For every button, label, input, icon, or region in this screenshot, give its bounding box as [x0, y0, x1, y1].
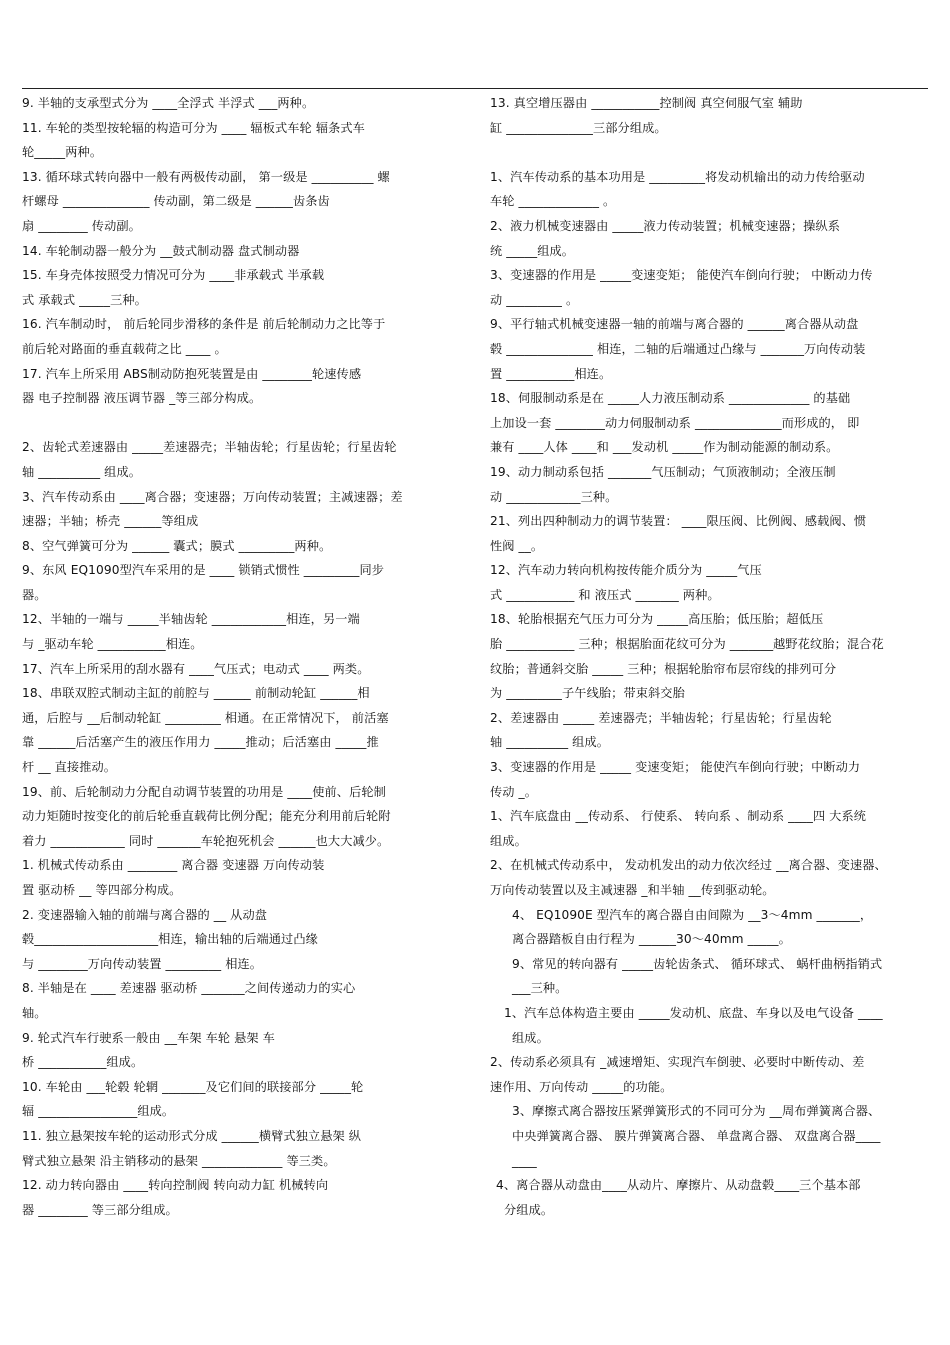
- text-line: 器 电子控制器 液压调节器 _等三部分构成。: [22, 391, 262, 406]
- text-line: 轮_____两种。: [22, 145, 103, 160]
- text-line: 1、汽车总体构造主要由 _____发动机、底盘、车身以及电气设备 ____: [504, 1005, 883, 1020]
- text-line: 12. 动力转向器由 ____转向控制阀 转向动力缸 机械转向: [22, 1178, 329, 1193]
- text-line: 9、东风 EQ1090型汽车采用的是 ____ 锁销式惯性 _________同步: [22, 563, 385, 578]
- text-line: 18、串联双腔式制动主缸的前腔与 ______ 前制动轮缸 ______相: [22, 686, 370, 701]
- text-line: 式 承载式 _____三种。: [22, 292, 147, 307]
- text-line: 前后轮对路面的垂直载荷之比 ____ 。: [22, 341, 227, 356]
- text-line: 10. 车轮由 ___轮毂 轮辋 _______及它们间的联接部分 _____轮: [22, 1079, 364, 1094]
- blank-line: [490, 140, 922, 165]
- text-line: 8. 半轴是在 ____ 差速器 驱动桥 _______之间传递动力的实心: [22, 981, 356, 996]
- text-line: 8、空气弹簧可分为 ______ 囊式；膜式 _________两种。: [22, 538, 332, 553]
- text-line: 3、变速器的作用是 _____变速变矩； 能使汽车倒向行驶； 中断动力传: [490, 268, 873, 283]
- text-line: 中央弹簧离合器、 膜片弹簧离合器、 单盘离合器、 双盘离合器____: [512, 1128, 881, 1143]
- text-line: 万向传动装置以及主减速器 _和半轴 __传到驱动轮。: [490, 883, 775, 897]
- text-line: 1、汽车底盘由 __传动系、 行使系、 转向系 、制动系 ____四 大系统: [490, 809, 867, 824]
- text-line: 胎 ___________ 三种；根据胎面花纹可分为 _______越野花纹胎；混合花: [490, 637, 884, 652]
- text-line: 动力矩随时按变化的前后轮垂直载荷比例分配；能充分利用前后轮附: [22, 809, 391, 824]
- text-line: 19、前、后轮制动力分配自动调节装置的功用是 ____使前、后轮制: [22, 784, 386, 799]
- text-line: 轴 __________ 组成。: [22, 464, 142, 479]
- text-line: 9、常见的转向器有 _____齿轮齿条式、 循环球式、 蜗杆曲柄指销式: [512, 956, 883, 971]
- text-line: 11. 独立悬架按车轮的运动形式分成 ______横臂式独立悬架 纵: [22, 1128, 362, 1143]
- text-line: 轴 __________ 组成。: [490, 735, 610, 750]
- text-line: 4、离合器从动盘由____从动片、摩擦片、从动盘毂____三个基本部: [496, 1178, 861, 1193]
- text-line: ___三种。: [512, 981, 568, 996]
- text-line: 1、汽车传动系的基本功用是 _________将发动机输出的动力传给驱动: [490, 169, 865, 184]
- text-line: 12、汽车动力转向机构按传能介质分为 _____气压: [490, 563, 762, 578]
- text-line: 辐 ________________组成。: [22, 1104, 175, 1119]
- text-line: 毂 ______________ 相连，二轴的后端通过凸缘与 _______万向传动装: [490, 341, 866, 356]
- text-line: 置 ___________相连。: [490, 366, 612, 381]
- text-line: 毂____________________相连，输出轴的后端通过凸缘: [22, 932, 318, 947]
- text-line: 杆 __ 直接推动。: [22, 760, 117, 775]
- text-line: 14. 车轮制动器一般分为 __鼓式制动器 盘式制动器: [22, 243, 300, 258]
- text-line: 兼有 ____人体 ____和 ___发动机 _____作为制动能源的制动系。: [490, 440, 839, 455]
- text-line: 13. 循环球式转向器中一般有两极传动副， 第一级是 __________ 螺: [22, 169, 390, 184]
- text-line: 2、差速器由 _____ 差速器壳；半轴齿轮；行星齿轮；行星齿轮: [490, 710, 832, 725]
- right-column: [490, 91, 922, 1222]
- text-line: 器。: [22, 587, 47, 602]
- text-line: 17、汽车上所采用的刮水器有 ____气压式；电动式 ____ 两类。: [22, 661, 370, 676]
- text-line: 统 _____组成。: [490, 243, 575, 258]
- text-line: 臂式独立悬架 沿主销移动的悬架 _____________ 等三类。: [22, 1153, 336, 1168]
- text-line: 动 _________ 。: [490, 292, 579, 307]
- text-line: 3、变速器的作用是 _____ 变速变矩； 能使汽车倒向行驶；中断动力: [490, 760, 861, 775]
- text-line: 扇 ________ 传动副。: [22, 218, 141, 233]
- text-line: 分组成。: [504, 1202, 554, 1217]
- text-line: 性阀 __。: [490, 538, 544, 553]
- text-line: 18、伺服制动系是在 _____人力液压制动系 _____________ 的基础: [490, 391, 851, 406]
- text-line: 15. 车身壳体按照受力情况可分为 ____非承载式 半承载: [22, 268, 325, 283]
- text-line: 9. 轮式汽车行驶系一般由 __车架 车轮 悬架 车: [22, 1030, 275, 1045]
- text-line: 3、摩擦式离合器按压紧弹簧形式的不同可分为 __周布弹簧离合器、: [512, 1104, 881, 1119]
- text-line: 上加设一套 ________动力伺服制动系 ______________而形成的， 即: [490, 415, 860, 430]
- text-line: 与 _驱动车轮 ___________相连。: [22, 637, 203, 652]
- text-line: 9. 半轴的支承型式分为 ____全浮式 半浮式 ___两种。: [22, 96, 315, 110]
- text-line: 2、在机械式传动系中， 发动机发出的动力依次经过 __离合器、变速器、: [490, 858, 887, 873]
- text-line: 置 驱动桥 __ 等四部分构成。: [22, 883, 182, 897]
- text-line: 2、齿轮式差速器由 _____差速器壳；半轴齿轮；行星齿轮；行星齿轮: [22, 440, 397, 455]
- text-line: 2、传动系必须具有 _减速增矩、实现汽车倒驶、必要时中断传动、差: [490, 1055, 865, 1070]
- text-line: 3、汽车传动系由 ____离合器；变速器；万向传动装置；主减速器；差: [22, 489, 403, 504]
- text-line: 着力 ____________ 同时 _______车轮抱死机会 ______也大大减少。: [22, 833, 390, 848]
- text-line: 纹胎；普通斜交胎 _____ 三种；根据轮胎帘布层帘线的排列可分: [490, 661, 837, 676]
- left-column: [22, 91, 454, 1222]
- text-line: 器 ________ 等三部分组成。: [22, 1202, 178, 1217]
- text-line: 2、液力机械变速器由 _____液力传动装置；机械变速器；操纵系: [490, 218, 840, 233]
- text-line: 4、 EQ1090E 型汽车的离合器自由间隙为 __3～4mm _______，: [512, 907, 873, 922]
- text-line: 为 _________子午线胎；带束斜交胎: [490, 686, 685, 701]
- text-line: 16. 汽车制动时， 前后轮同步滑移的条件是 前后轮制动力之比等于: [22, 317, 386, 332]
- text-line: 靠 ______后活塞产生的液压作用力 _____推动；后活塞由 _____推: [22, 735, 379, 750]
- text-line: 缸 ______________三部分组成。: [490, 120, 667, 135]
- text-line: 桥 ___________组成。: [22, 1055, 144, 1070]
- text-line: ____: [512, 1153, 537, 1168]
- header-rule: [22, 88, 928, 89]
- text-line: 杆螺母 ______________ 传动副，第二级是 ______齿条齿: [22, 194, 330, 209]
- text-line: 式 ___________ 和 液压式 _______ 两种。: [490, 587, 720, 602]
- blank-line: [22, 411, 454, 436]
- text-line: 速器；半轴；桥壳 ______等组成: [22, 514, 199, 529]
- text-line: 2. 变速器输入轴的前端与离合器的 __ 从动盘: [22, 907, 268, 922]
- text-line: 组成。: [512, 1030, 549, 1045]
- text-line: 速作用、万向传动 _____的功能。: [490, 1079, 673, 1094]
- text-line: 离合器踏板自由行程为 ______30～40mm _____。: [512, 932, 791, 947]
- text-line: 19、动力制动系包括 _______气压制动；气顶液制动；全液压制: [490, 464, 836, 479]
- text-line: 1. 机械式传动系由 ________ 离合器 变速器 万向传动装: [22, 858, 325, 873]
- text-line: 通，后腔与 __后制动轮缸 _________ 相通。在正常情况下， 前活塞: [22, 710, 389, 725]
- text-line: 12、半轴的一端与 _____半轴齿轮 ____________相连，另一端: [22, 612, 360, 627]
- text-line: 与 ________万向传动装置 _________ 相连。: [22, 956, 263, 971]
- text-line: 11. 车轮的类型按轮辐的构造可分为 ____ 辐板式车轮 辐条式车: [22, 120, 365, 135]
- text-line: 动 ____________三种。: [490, 489, 618, 504]
- text-line: 9、平行轴式机械变速器一轴的前端与离合器的 ______离合器从动盘: [490, 317, 859, 332]
- text-line: 组成。: [490, 833, 527, 848]
- text-line: 21、列出四种制动力的调节装置： ____限压阀、比例阀、感载阀、惯: [490, 514, 867, 529]
- text-line: 车轮 _____________ 。: [490, 194, 616, 209]
- text-line: 轴。: [22, 1005, 47, 1020]
- text-line: 18、轮胎根据充气压力可分为 _____高压胎；低压胎；超低压: [490, 612, 824, 627]
- text-line: 13. 真空增压器由 ___________控制阀 真空伺服气室 辅助: [490, 96, 803, 110]
- text-line: 传动 _。: [490, 784, 538, 799]
- text-line: 17. 汽车上所采用 ABS制动防抱死装置是由 ________轮速传感: [22, 366, 362, 381]
